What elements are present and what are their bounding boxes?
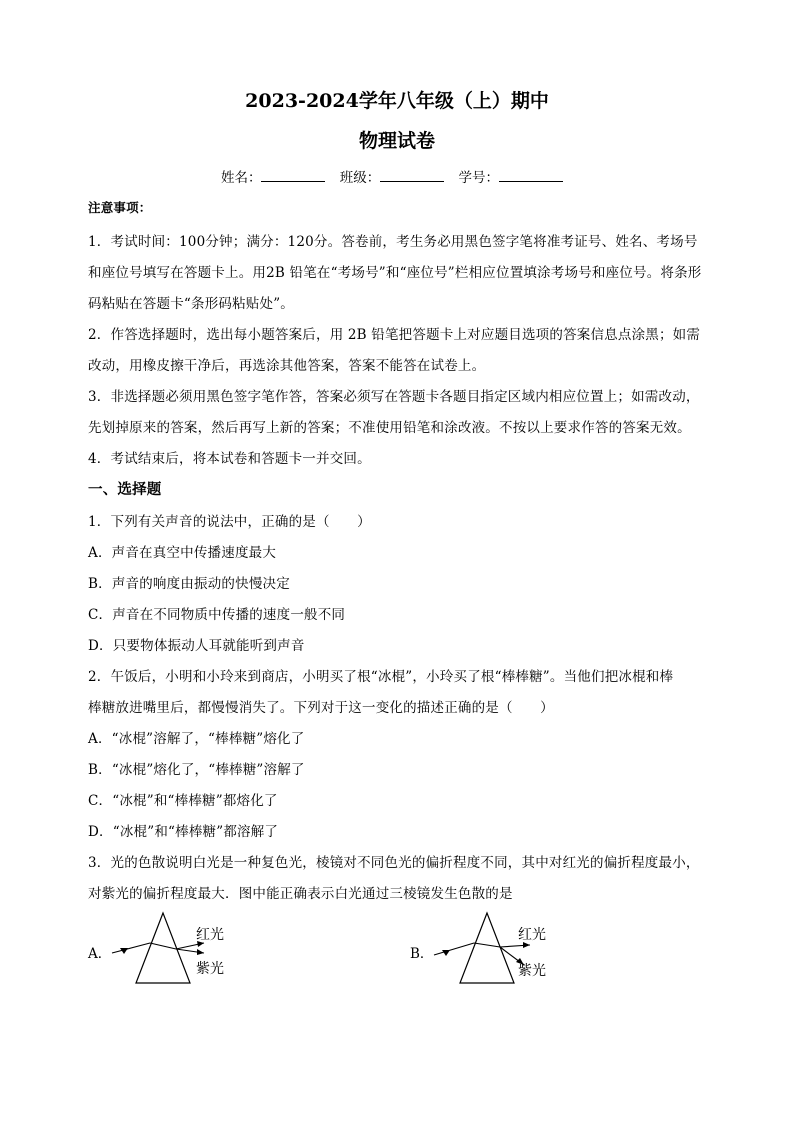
figure-a-option[interactable]: A． (88, 946, 112, 962)
answer-option: C．声音在不同物质中传播的速度一般不同 (88, 607, 346, 623)
incident-ray (434, 943, 474, 955)
answer-option: C．“冰棍”和“棒棒糖”都熔化了 (88, 793, 278, 809)
red-light-label: 红光 (518, 927, 546, 943)
answer-option: A．声音在真空中传播速度最大 (88, 545, 277, 561)
question-stem: 2．午饭后，小明和小玲来到商店，小明买了根“冰棍”，小玲买了根“棒棒糖”。当他们把冰棍和棒 (88, 669, 674, 685)
student-info-row (0, 166, 794, 186)
prism-diagram-a (100, 905, 260, 990)
notes-heading: 注意事项： (88, 200, 152, 215)
notes-line: 和座位号填写在答题卡上。用2B 铅笔在“考场号”和“座位号”栏相应位置填涂考场号和座位号。将条形 (88, 265, 702, 281)
class-blank[interactable] (380, 169, 444, 182)
exam-subtitle: 物理试卷 (358, 130, 435, 152)
id-blank[interactable] (499, 169, 563, 182)
question-stem: 棒糖放进嘴里后，都慢慢消失了。下列对于这一变化的描述正确的是（ ） (88, 700, 554, 716)
incident-ray (112, 943, 150, 953)
notes-line: 1．考试时间：100分钟；满分：120分。答卷前，考生务必用黑色签字笔将准考证号、姓名、考场号 (88, 234, 698, 250)
notes-line: 2．作答选择题时，选出每小题答案后，用 2B 铅笔把答题卡上对应题目选项的答案信息点涂黑；如需 (88, 327, 701, 343)
answer-option: A．“冰棍”溶解了，“棒棒糖”熔化了 (88, 731, 305, 747)
notes-line: 3．非选择题必须用黑色签字笔作答，答案必须写在答题卡各题目指定区域内相应位置上；如需改动， (88, 389, 700, 405)
question-stem: 3．光的色散说明白光是一种复色光，棱镜对不同色光的偏折程度不同，其中对红光的偏折程度最小， (88, 855, 700, 871)
notes-line: 改动，用橡皮擦干净后，再选涂其他答案，答案不能答在试卷上。 (88, 358, 486, 374)
answer-option: B．“冰棍”熔化了，“棒棒糖”溶解了 (88, 762, 305, 778)
figure-b-option[interactable]: B． (410, 946, 434, 962)
exam-title: 2023-2024学年八年级（上）期中 (245, 90, 549, 112)
answer-option: B．声音的响度由振动的快慢决定 (88, 576, 290, 592)
id-label: 学号： (458, 170, 500, 186)
class-label: 班级： (339, 170, 381, 186)
notes-line: 先划掉原来的答案，然后再写上新的答案；不准使用铅笔和涂改液。不按以上要求作答的答案无效。 (88, 420, 691, 436)
prism (460, 913, 514, 983)
prism-diagram-b (420, 905, 580, 990)
arrow-icon (442, 950, 450, 956)
name-blank[interactable] (261, 169, 325, 182)
question-stem: 1．下列有关声音的说法中，正确的是（ ） (88, 514, 371, 530)
violet-light-label: 紫光 (518, 963, 546, 979)
violet-light-label: 紫光 (196, 961, 224, 977)
notes-line: 4．考试结束后，将本试卷和答题卡一并交回。 (88, 451, 371, 467)
answer-option: D．“冰棍”和“棒棒糖”都溶解了 (88, 824, 279, 840)
arrow-icon (197, 949, 204, 955)
question-stem: 对紫光的偏折程度最大．图中能正确表示白光通过三棱镜发生色散的是 (88, 886, 513, 902)
name-label: 姓名： (220, 170, 262, 186)
section-heading: 一、选择题 (88, 481, 162, 498)
notes-line: 码粘贴在答题卡“条形码粘贴处”。 (88, 296, 295, 312)
refracted-ray (474, 943, 500, 947)
red-light-label: 红光 (196, 927, 224, 943)
refracted-ray (150, 943, 176, 949)
answer-option: D．只要物体振动人耳就能听到声音 (88, 638, 305, 654)
